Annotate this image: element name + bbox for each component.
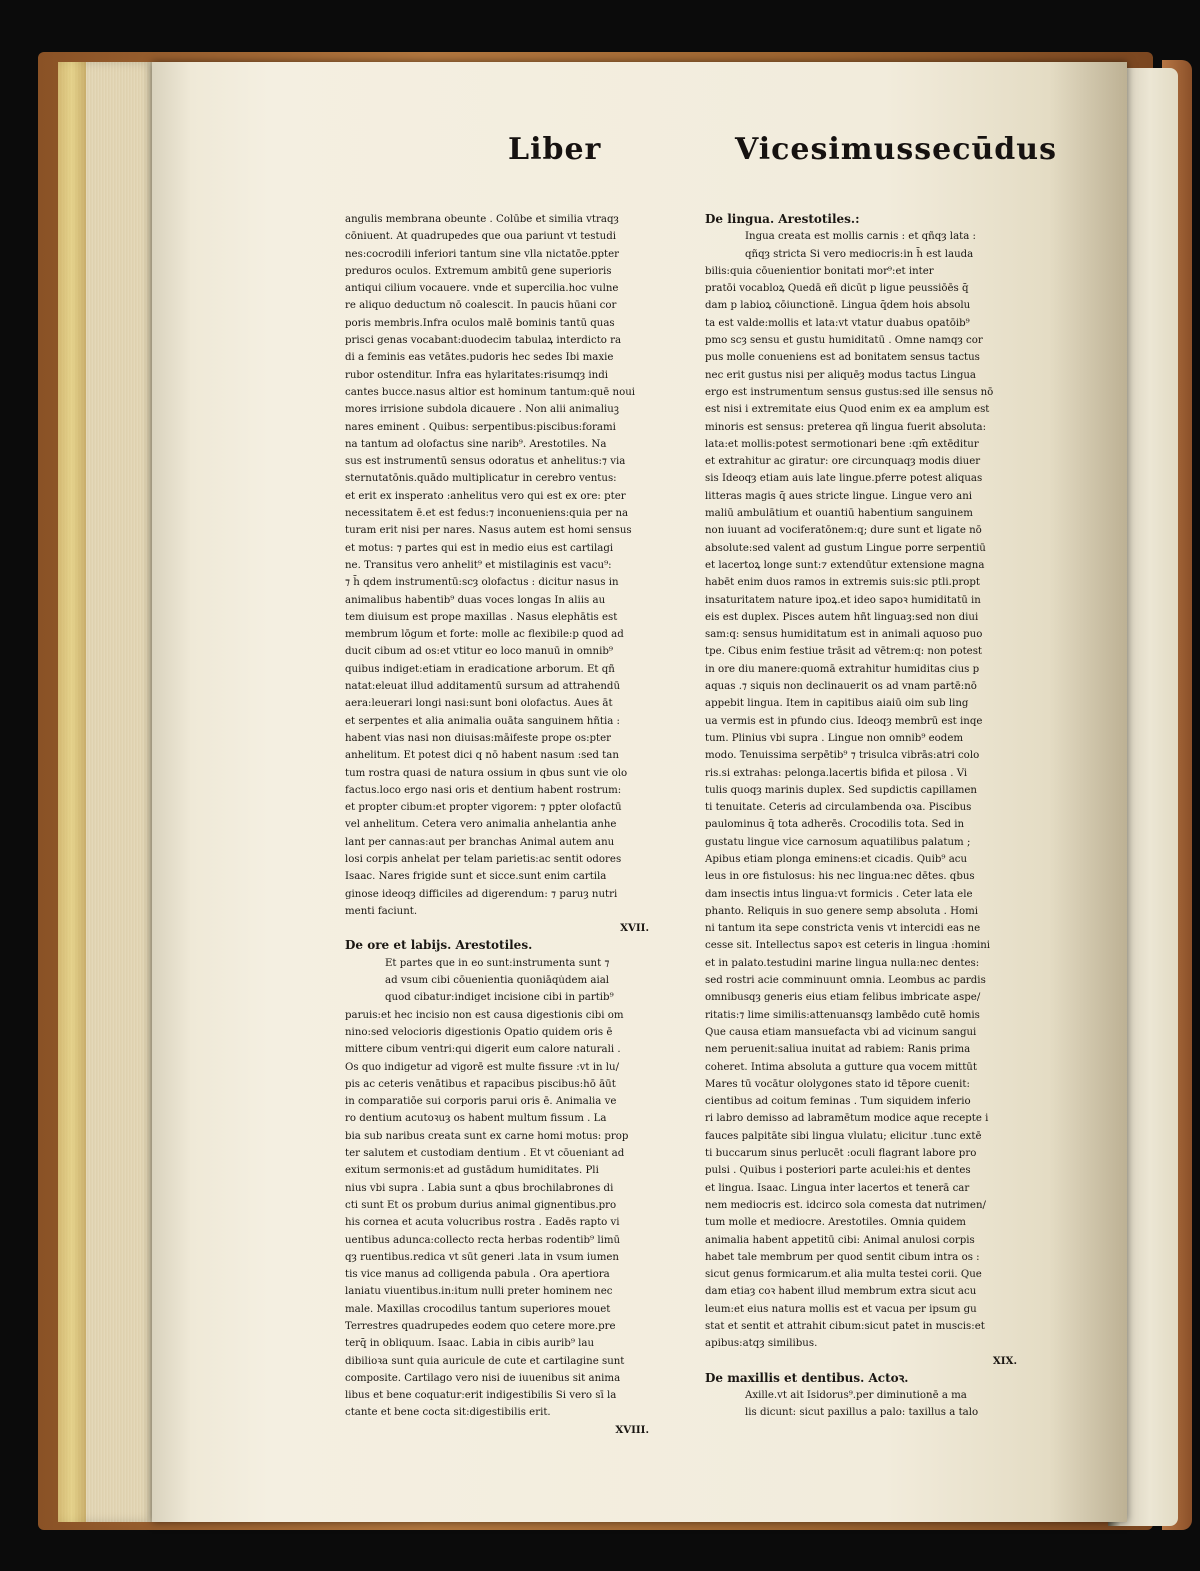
text-line: apibus:atqȝ similibus. xyxy=(705,1338,818,1350)
text-line: qȝ ruentibus.redica vt sūt generi .lata in vsum iumen xyxy=(345,1251,619,1263)
text-line: tulis quoqȝ marinis duplex. Sed supdictis capillamen xyxy=(705,784,977,796)
text-line: tum molle et mediocre. Arestotiles. Omnia quidem xyxy=(705,1217,966,1229)
text-line: dam insectis intus lingua:vt formicis . Ceter lata ele xyxy=(705,888,973,900)
text-line: male. Maxillas crocodilus tantum superiores mouet xyxy=(345,1303,611,1315)
text-line: antiqui cilium vocauere. vnde et supercilia.hoc vulne xyxy=(345,283,619,295)
text-line: appebit lingua. Item in capitibus aiaiū oim sub ling xyxy=(705,698,969,710)
text-line: et lacertoꝝ longe sunt:⁊ extendūtur extensione magna xyxy=(705,559,985,571)
text-line: sus est instrumentū sensus odoratus et anhelitus:⁊ via xyxy=(345,456,626,468)
text-line: ritatis:⁊ lime similis:attenuansqȝ lambēdo cutē homis xyxy=(705,1009,980,1021)
text-line: mores irrisione subdola dicauere . Non alii animaliuꝫ xyxy=(345,404,620,416)
text-line: Ingua creata est mollis carnis : et qñqȝ lata : xyxy=(745,231,976,243)
text-line: prisci genas vocabant:duodecim tabulaꝝ interdicto ra xyxy=(345,335,622,347)
chapter-number: XVIII. xyxy=(615,1423,649,1436)
text-line: re aliquo deductum nō coalescit. In paucis hūani cor xyxy=(345,300,617,312)
text-line: ti tenuitate. Ceteris ad circulambenda oꝛa. Piscibus xyxy=(705,802,972,814)
text-line: Terrestres quadrupedes eodem quo cetere more.pre xyxy=(345,1321,616,1332)
text-line: fauces palpitāte sibi lingua vlulatu; elicitur .tunc extē xyxy=(705,1130,982,1142)
text-line: exitum sermonis:et ad gustādum humiditates. Pli xyxy=(345,1165,599,1177)
text-line: et serpentes et alia animalia ouāta sanguinem hñtia : xyxy=(345,715,620,727)
text-line: sam:q: sensus humiditatum est in animali aquoso puo xyxy=(705,629,983,641)
text-line: poris membris.Infra oculos malē bominis tantū quas xyxy=(345,317,615,329)
text-line: ergo est instrumentum sensus gustus:sed ille sensus nō xyxy=(705,386,994,398)
text-line: nem peruenit:saliua inuitat ad rabiem: Ranis prima xyxy=(705,1044,971,1056)
gilt-edge xyxy=(58,62,86,1522)
text-line: maliū ambulātium et ouantiū habentium sanguinem xyxy=(705,508,973,520)
chapter-number: XIX. xyxy=(992,1354,1017,1367)
text-line: mittere cibum ventri:qui digerit eum calore naturali . xyxy=(345,1044,621,1056)
text-line: et propter cibum:et propter vigorem: ⁊ ppter olofactū xyxy=(345,802,622,814)
text-line: sicut genus formicarum.et alia multa testei corii. Que xyxy=(705,1269,982,1281)
text-line: tpe. Cibus enim festiue trāsit ad vētrem:q: non potest xyxy=(705,646,983,658)
text-line: ⁊ h̄ qdem instrumentū:scȝ olofactus : dicitur nasus in xyxy=(345,577,619,589)
text-line: leum:et eius natura mollis est et vacua per ipsum gu xyxy=(705,1303,977,1315)
text-line: cōniuent. At quadrupedes que oua pariunt vt testudi xyxy=(345,231,616,243)
text-line: dam etiaȝ coꝛ habent illud membrum extra sicut acu xyxy=(705,1286,977,1298)
text-line: lant per cannas:aut per branchas Animal autem anu xyxy=(345,836,615,848)
text-line: minoris est sensus: preterea qñ lingua fuerit absoluta: xyxy=(705,421,987,433)
text-line: nes:cocrodili inferiori tantum sine vlla nictatōe.ppter xyxy=(345,248,619,260)
text-line: ne. Transitus vero anhelit⁹ et mistilaginis est vacu⁹: xyxy=(345,559,612,571)
text-line: et motus: ⁊ partes qui est in medio eius est cartilagi xyxy=(345,542,614,554)
text-line: gustatu lingue vice carnosum aquatilibus palatum ; xyxy=(705,836,971,848)
text-line: habet tale membrum per quod sentit cibum intra os : xyxy=(705,1251,980,1263)
text-line: sis Ideoqȝ etiam auis late lingue.pferre potest aliquas xyxy=(705,473,983,485)
text-line: di a feminis eas vetātes.pudoris hec sedes Ibi maxie xyxy=(345,352,614,364)
text-line: ducit cibum ad os:et vtitur eo loco manuū in omnib⁹ xyxy=(345,646,613,658)
section-heading: De ore et labijs. Arestotiles. xyxy=(345,938,533,953)
text-line: tum. Plinius vbi supra . Lingue non omnib⁹ eodem xyxy=(705,732,964,744)
text-line: ad vsum cibi cōuenientia quoniāqu̇dem aial xyxy=(385,975,610,987)
text-line: rubor ostenditur. Infra eas hylaritates:risumqȝ indi xyxy=(345,369,608,381)
running-head-right: Vicesimussecūdus xyxy=(735,132,1057,167)
text-line: factus.loco ergo nasi oris et dentium habent rostrum: xyxy=(345,784,622,796)
text-line: ris.si extrahas: pelonga.lacertis bifida et pilosa . Vi xyxy=(705,767,968,779)
text-line: menti faciunt. xyxy=(345,905,418,917)
text-line: lata:et mollis:potest sermotionari bene :qm̄ extēditur xyxy=(705,438,979,450)
text-line: ro dentium acutoꝛuȝ os habent multum fissum . La xyxy=(345,1113,607,1125)
text-line: bia sub naribus creata sunt ex carne homi motus: prop xyxy=(345,1130,629,1142)
text-line: in ore diu manere:quomā extrahitur humiditas cius p xyxy=(705,663,980,675)
text-line: sternutatōnis.quādo multiplicatur in cerebro ventus: xyxy=(345,473,617,485)
text-line: cesse sit. Intellectus sapoꝛ est ceteris in lingua :homini xyxy=(705,940,991,952)
text-line: nares eminent . Quibus: serpentibus:piscibus:forami xyxy=(345,421,616,433)
text-line: Axille.vt ait Isidorus⁹.per diminutionē a ma xyxy=(745,1390,967,1402)
text-line: omnibusqȝ generis eius etiam felibus imbricate aspe/ xyxy=(705,992,981,1004)
text-line: uentibus adunca:collecto recta herbas rodentib⁹ limū xyxy=(345,1234,621,1246)
text-line: terq̄ in obliquum. Isaac. Labia in cibis aurib⁹ lau xyxy=(345,1338,595,1350)
text-line: na tantum ad olofactus sine narib⁹. Arestotiles. Na xyxy=(345,438,607,450)
text-line: modo. Tenuissima serpētib⁹ ⁊ trisulca vibrās:atri colo xyxy=(705,750,980,762)
text-line: absolute:sed valent ad gustum Lingue porre serpentiū xyxy=(705,542,986,554)
text-line: quod cibatur:indiget incisione cibi in partib⁹ xyxy=(385,992,614,1004)
text-line: stat et sentit et attrahit cibum:sicut patet in muscis:et xyxy=(705,1321,985,1332)
text-line: insaturitatem nature ipoꝝ.et ideo sapoꝛ humiditatū in xyxy=(705,594,981,606)
text-line: ctante et bene cocta sit:digestibilis erit. xyxy=(345,1407,551,1419)
text-line: coheret. Intima absoluta a gutture qua vocem mittūt xyxy=(705,1061,977,1073)
text-line: ni tantum ita sepe constricta venis vt intercidi eas ne xyxy=(705,923,981,935)
text-line: his cornea et acuta volucribus rostra . Eadēs rapto vi xyxy=(345,1217,620,1229)
text-line: in comparatiōe sui corporis parui oris ē. Animalia ve xyxy=(345,1096,617,1108)
text-line: Isaac. Nares frigide sunt et sicce.sunt enim cartila xyxy=(345,871,607,883)
text-line: libus et bene coquatur:erit indigestibilis Si vero sī la xyxy=(345,1390,617,1402)
text-line: et in palato.testudini marine lingua nulla:nec dentes: xyxy=(705,957,980,969)
text-line: composite. Cartilago vero nisi de iuuenibus sit anima xyxy=(345,1372,621,1384)
text-line: paruis:et hec incisio non est causa digestionis cibi om xyxy=(345,1009,624,1021)
text-line: animalia habent appetitū cibi: Animal anulosi corpis xyxy=(705,1234,975,1246)
text-line: habent vias nasi non diuisas:māifeste prope os:pter xyxy=(345,732,612,744)
text-line: aquas .⁊ siquis non declinauerit os ad vnam partē:nō xyxy=(705,681,977,693)
text-line: et extrahitur ac giratur: ore circunquaqȝ modis diuer xyxy=(705,456,981,468)
text-line: animalibus habentib⁹ duas voces longas In aliis au xyxy=(345,594,606,606)
text-line: pulsi . Quibus i posteriori parte aculei:his et dentes xyxy=(705,1165,971,1177)
right-text-column xyxy=(705,211,1023,1422)
text-line: et erit ex insperato :anhelitus vero qui est ex ore: pter xyxy=(345,490,626,502)
text-line: sed rostri acie comminuunt omnia. Leombus ac pardis xyxy=(705,975,986,987)
text-line: Os quo indigetur ad vigorē est multe fissure :vt in lu/ xyxy=(345,1061,620,1073)
text-line: nius vbi supra . Labia sunt a qbus brochilabrones di xyxy=(345,1182,614,1194)
text-line: cti sunt Et os probum durius animal gignentibus.pro xyxy=(345,1199,617,1211)
text-line: aera:leuerari longi nasi:sunt boni olofactus. Aues āt xyxy=(345,698,613,710)
text-line: pis ac ceteris venātibus et rapacibus piscibus:hō āūt xyxy=(345,1078,616,1090)
text-line: ti buccarum sinus perlucēt :oculi flagrant labore pro xyxy=(705,1148,977,1160)
running-head-left: Liber xyxy=(508,132,602,167)
section-heading: De maxillis et dentibus. Actoꝛ. xyxy=(705,1370,909,1385)
text-line: Mares tū vocātur ololygones stato id tēpore cuenit: xyxy=(705,1078,970,1090)
text-line: est nisi i extremitate eius Quod enim ex ea amplum est xyxy=(705,404,990,416)
text-line: nec erit gustus nisi per aliquēȝ modus tactus Lingua xyxy=(705,369,976,381)
text-line: anhelitum. Et potest dici q nō habent nasum :sed tan xyxy=(345,750,619,762)
text-line: ta est valde:mollis et lata:vt vtatur duabus opatōib⁹ xyxy=(705,317,970,329)
text-line: eis est duplex. Pisces autem hñt linguaȝ:sed non diui xyxy=(705,611,979,623)
text-line: phanto. Reliquis in suo genere semp absoluta . Homi xyxy=(705,905,979,917)
section-heading: De lingua. Arestotiles.: xyxy=(705,212,860,226)
text-line: bilis:quia cōuenientior bonitati mor⁹:et inter xyxy=(705,265,934,277)
text-line: tum rostra quasi de natura ossium in qbus sunt vie olo xyxy=(345,767,628,779)
text-line: necessitatem ē.et est fedus:⁊ inconueniens:quia per na xyxy=(345,508,629,520)
text-line: cientibus ad coitum feminas . Tum siquidem inferio xyxy=(705,1096,971,1108)
text-line: ter salutem et custodiam dentium . Et vt cōueniant ad xyxy=(345,1148,625,1160)
text-line: qñqȝ stricta Si vero mediocris:in h̄ est lauda xyxy=(745,248,974,260)
text-line: tem diuisum est prope maxillas . Nasus elephātis est xyxy=(345,611,618,623)
text-line: non iuuant ad vociferatōnem:q; dure sunt et ligate nō xyxy=(705,525,982,537)
text-line: laniatu viuentibus.in:itum nulli preter hominem nec xyxy=(345,1286,613,1298)
text-line: et lingua. Isaac. Lingua inter lacertos et tenerā car xyxy=(705,1182,970,1194)
text-line: habēt enim duos ramos in extremis suis:sic ptli.propt xyxy=(705,577,981,589)
text-line: ua vermis est in pfundo cius. Ideoqȝ membrū est inqe xyxy=(705,715,983,727)
text-line: tis vice manus ad colligenda pabula . Ora apertiora xyxy=(345,1269,610,1281)
text-line: dam p labioꝝ cōiunctionē. Lingua q̄dem hois absolu xyxy=(705,300,971,312)
text-line: leus in ore fistulosus: his nec lingua:nec dētes. qbus xyxy=(705,871,975,883)
text-line: nem mediocris est. idcirco sola comesta dat nutrimen/ xyxy=(705,1199,986,1211)
text-line: natat:eleuat illud additamentū sursum ad attrahendū xyxy=(345,681,621,693)
text-line: Apibus etiam plonga eminens:et cicadis. Quib⁹ acu xyxy=(705,853,968,865)
text-line: quibus indiget:etiam in eradicatione arborum. Et qñ xyxy=(345,663,615,675)
text-line: lis dicunt: sicut paxillus a palo: taxillus a talo xyxy=(745,1407,979,1419)
page-block-edges xyxy=(58,62,158,1522)
text-line: paulominus q̄ tota adherēs. Crocodilis tota. Sed in xyxy=(705,819,965,831)
text-line: vel anhelitum. Cetera vero animalia anhelantia anhe xyxy=(345,819,617,831)
text-line: Et partes que in eo sunt:instrumenta sunt ⁊ xyxy=(385,957,610,969)
text-line: pratōi vocabloꝝ Quedā eñ dicūt p ligue peussiōēs q̄ xyxy=(705,283,969,295)
text-line: preduros oculos. Extremum ambitū gene superioris xyxy=(345,265,612,277)
text-line: turam erit nisi per nares. Nasus autem est homi sensus xyxy=(345,525,632,537)
left-text-column xyxy=(345,211,655,1439)
text-line: angulis membrana obeunte . Colūbe et similia vtraqȝ xyxy=(345,214,619,225)
text-line: Que causa etiam mansuefacta vbi ad vicinum sangui xyxy=(705,1026,977,1038)
text-line: losi corpis anhelat per telam parietis:ac sentit odores xyxy=(345,853,622,865)
chapter-number: XVII. xyxy=(620,922,649,935)
text-line: ri labro demisso ad labramētum modice aque recepte i xyxy=(705,1113,989,1125)
text-line: dibilioꝛa sunt quia auricule de cute et cartilagine sunt xyxy=(345,1355,625,1367)
text-line: litteras magis q̄ aues stricte lingue. Lingue vero ani xyxy=(705,490,973,502)
text-line: pus molle conueniens est ad bonitatem sensus tactus xyxy=(705,352,980,364)
text-line: nino:sed velocioris digestionis Opatio quidem oris ē xyxy=(345,1026,613,1038)
text-line: ginose ideoqȝ difficiles ad digerendum: ⁊ paruȝ nutri xyxy=(345,888,618,900)
text-line: membrum lōgum et forte: molle ac flexibile:p quod ad xyxy=(345,629,624,641)
text-line: cantes bucce.nasus altior est hominum tantum:quē noui xyxy=(345,386,636,398)
text-line: pmo scȝ sensu et gustu humiditatū . Omne namqȝ cor xyxy=(705,335,983,347)
